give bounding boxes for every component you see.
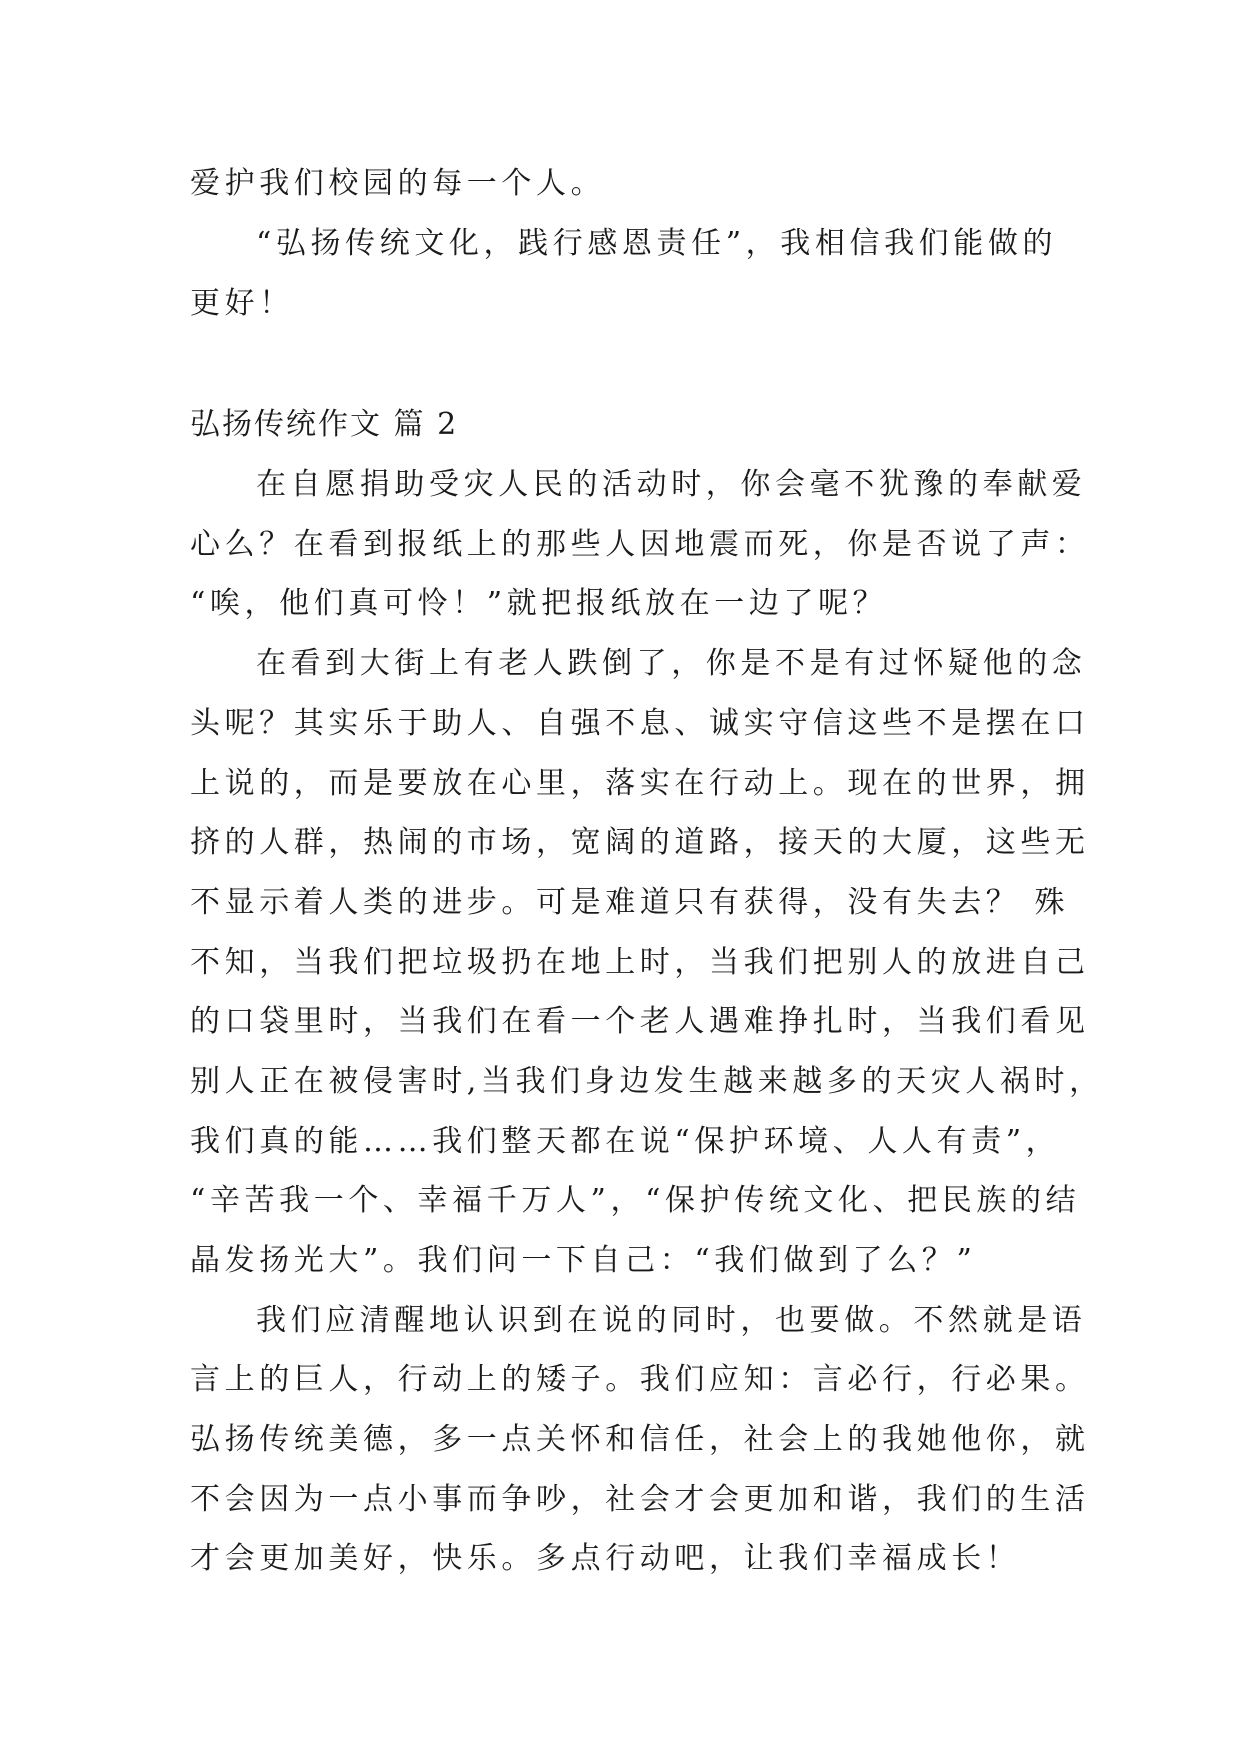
- text-line: 头呢？其实乐于助人、自强不息、诚实守信这些不是摆在口: [190, 706, 1090, 741]
- text-line: 不显示着人类的进步。可是难道只有获得，没有失去？ 殊: [190, 885, 1070, 920]
- text-line: 更好！: [190, 286, 294, 321]
- text-line: 别人正在被侵害时,当我们身边发生越来越多的天灾人祸时，: [190, 1064, 1104, 1099]
- text-line: 言上的巨人，行动上的矮子。我们应知：言必行，行必果。: [190, 1362, 1090, 1397]
- text-line: 在看到大街上有老人跌倒了，你是不是有过怀疑他的念: [256, 646, 1087, 681]
- section-heading: 弘扬传统作文 篇 2: [190, 407, 459, 442]
- text-line: 我们应清醒地认识到在说的同时，也要做。不然就是语: [256, 1303, 1087, 1338]
- text-line: 不会因为一点小事而争吵，社会才会更加和谐，我们的生活: [190, 1482, 1090, 1517]
- text-line: 弘扬传统美德，多一点关怀和信任，社会上的我她他你，就: [190, 1422, 1090, 1457]
- text-line: 不知，当我们把垃圾扔在地上时，当我们把别人的放进自己: [190, 945, 1090, 980]
- text-line: 晶发扬光大”。我们问一下自己：“我们做到了么？”: [190, 1243, 977, 1278]
- text-line: 在自愿捐助受灾人民的活动时，你会毫不犹豫的奉献爱: [256, 467, 1087, 502]
- text-line: “唉，他们真可怜！”就把报纸放在一边了呢？: [190, 586, 888, 621]
- text-line: 我们真的能……我们整天都在说“保护环境、人人有责”，: [190, 1124, 1061, 1159]
- text-line: “辛苦我一个、幸福千万人”，“保护传统文化、把民族的结: [190, 1183, 1081, 1218]
- text-line: 才会更加美好，快乐。多点行动吧，让我们幸福成长！: [190, 1541, 1021, 1576]
- text-line: 的口袋里时，当我们在看一个老人遇难挣扎时，当我们看见: [190, 1004, 1090, 1039]
- text-line: 挤的人群，热闹的市场，宽阔的道路，接天的大厦，这些无: [190, 825, 1090, 860]
- text-line: 爱护我们校园的每一个人。: [190, 166, 606, 201]
- text-line: “弘扬传统文化，践行感恩责任”，我相信我们能做的: [256, 226, 1058, 261]
- text-line: 心么？在看到报纸上的那些人因地震而死，你是否说了声：: [190, 527, 1090, 562]
- text-line: 上说的，而是要放在心里，落实在行动上。现在的世界，拥: [190, 766, 1090, 801]
